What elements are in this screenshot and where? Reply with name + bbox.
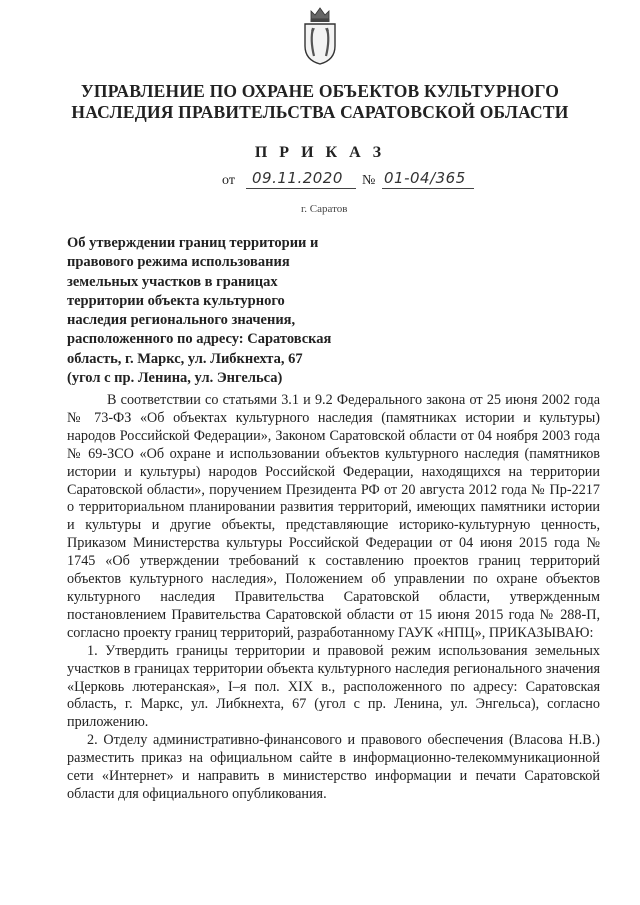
subject-line: область, г. Маркс, ул. Либкнехта, 67 bbox=[67, 350, 303, 367]
order-date-handwritten: 09.11.2020 bbox=[252, 169, 343, 187]
order-subject bbox=[67, 234, 397, 388]
agency-name-line1: УПРАВЛЕНИЕ ПО ОХРАНЕ ОБЪЕКТОВ КУЛЬТУРНОГО bbox=[80, 81, 560, 101]
subject-line: земельных участков в границах bbox=[67, 273, 278, 290]
agency-name-line2: НАСЛЕДИЯ ПРАВИТЕЛЬСТВА САРАТОВСКОЙ ОБЛАСТИ bbox=[71, 102, 569, 122]
preamble-paragraph: В соответствии со статьями 3.1 и 9.2 Федерального закона от 25 июня 2002 года № 73-ФЗ «Об объектах культурного наследия (памятниках истории и культуры) народов Российской Федерации», Законом Саратовской области от 04 ноября 2003 года № 69-ЗСО «Об охране и использовании объектов культурного наследия (памятников истории и культуры) народов Российской Федерации, находящихся на территории Саратовской области», поручением Президента РФ от 20 августа 2012 года № Пр-2217 о территориальном планировании развития территорий, имеющих памятники истории и культуры и другие объекты, представляющие историко-культурную ценность, Приказом Министерства культуры Российской Федерации от 04 июня 2015 года № 1745 «Об утверждении требований к составлению проектов границ территорий объектов культурного наследия», Положением об управлении по охране объектов культурного наследия Правительства Саратовской области, утвержденным постановлением Правительства Саратовской области от 15 июня 2015 года № 288-П, согласно проекту границ территорий, разработанному ГАУК «НПЦ», ПРИКАЗЫВАЮ: bbox=[67, 392, 600, 641]
order-title: П Р И К А З bbox=[254, 144, 386, 161]
number-prefix: № bbox=[362, 173, 376, 188]
order-item-1: 1. Утвердить границы территории и правовой режим использования земельных участков в границах территории объекта культурного наследия регионального значения «Церковь лютеранская», I–я пол. XIX в., расположенного по адресу: Саратовская область, г. Маркс, ул. Либкнехта, 67 (угол с пр. Ленина, ул. Энгельса), согласно приложению. bbox=[67, 642, 600, 731]
subject-line: наследия регионального значения, bbox=[67, 312, 296, 329]
coat-of-arms-emblem bbox=[302, 6, 338, 66]
order-body bbox=[67, 392, 600, 804]
subject-line: Об утверждении границ территории и bbox=[67, 235, 319, 251]
date-prefix: от bbox=[222, 173, 235, 188]
subject-line: расположенного по адресу: Саратовская bbox=[67, 331, 332, 348]
subject-line: (угол с пр. Ленина, ул. Энгельса) bbox=[67, 370, 283, 387]
subject-line: территории объекта культурного bbox=[67, 292, 285, 309]
order-number-handwritten: 01-04/365 bbox=[384, 169, 466, 187]
order-city: г. Саратов bbox=[301, 203, 348, 215]
order-item-2: 2. Отделу административно-финансового и правового обеспечения (Власова Н.В.) разместить приказ на официальном сайте в информационно-телекоммуникационной сети «Интернет» и направить в министерство информации и печати Саратовской области для официального опубликования. bbox=[67, 732, 600, 802]
subject-line: правового режима использования bbox=[67, 254, 290, 271]
